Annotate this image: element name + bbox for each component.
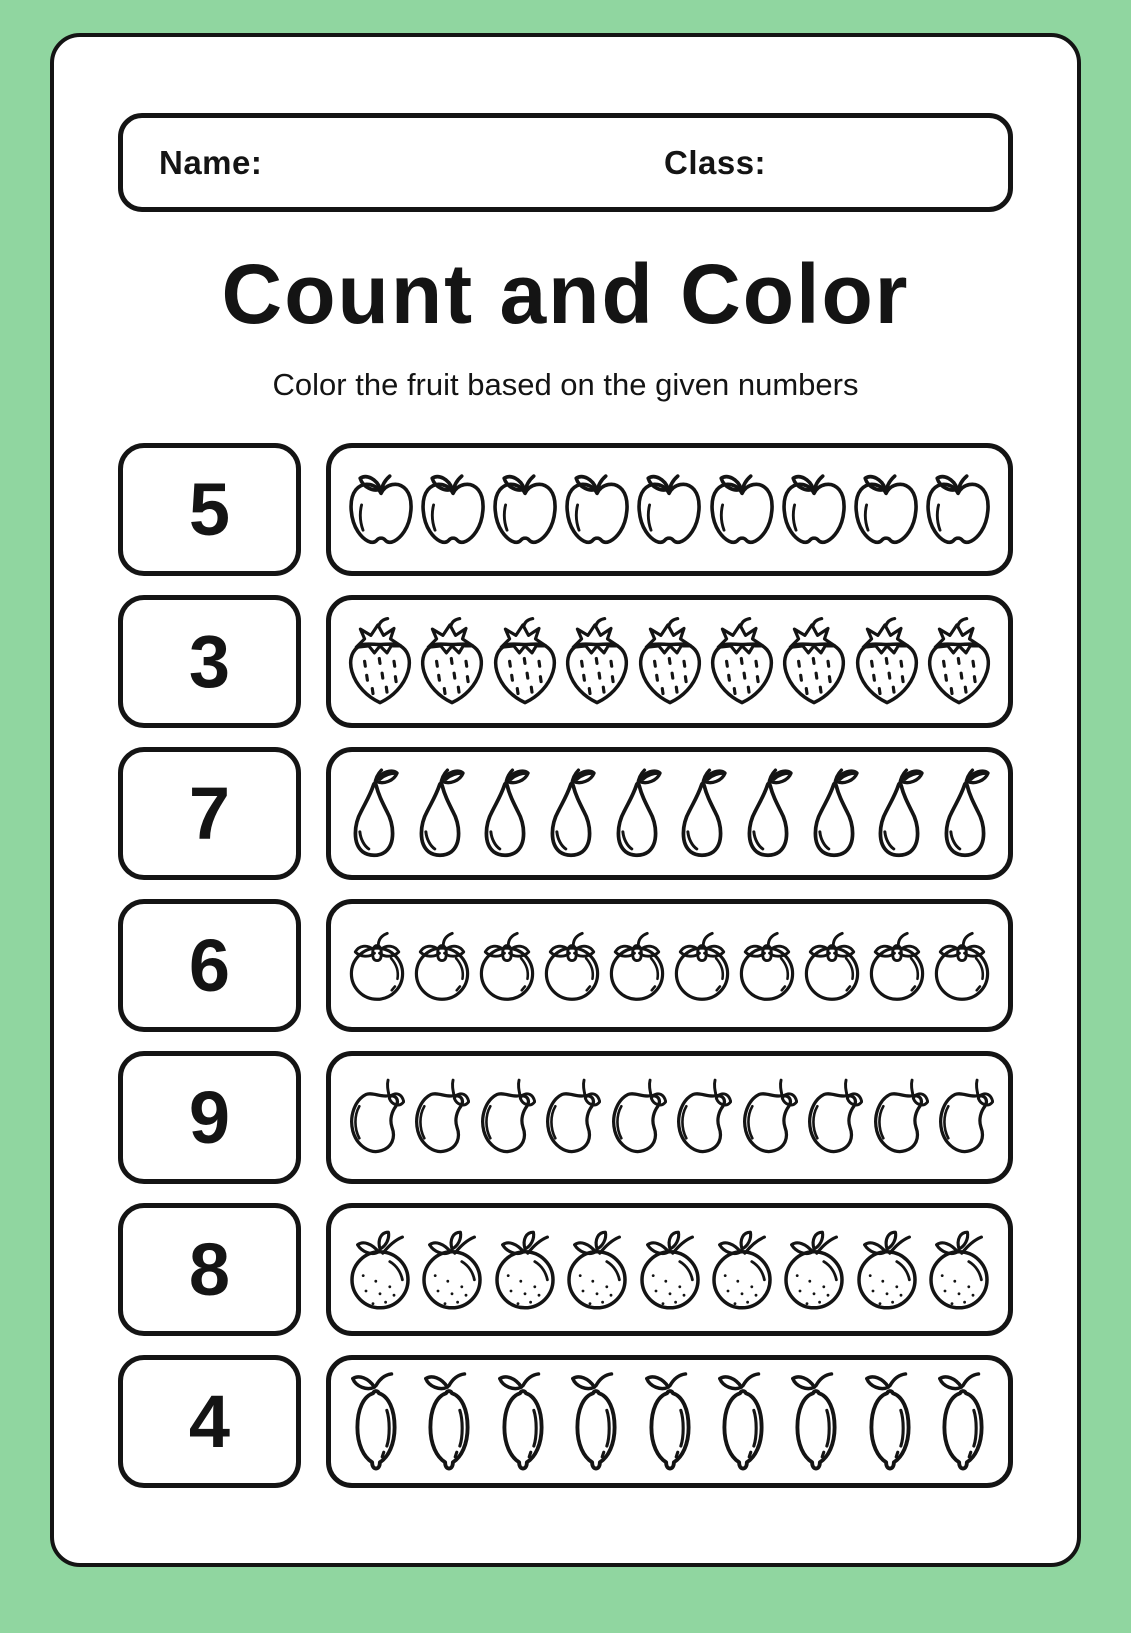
apple-icon [850, 459, 922, 561]
mango-icon [738, 1065, 798, 1171]
apple-icon [489, 459, 561, 561]
orange-icon [345, 1217, 415, 1323]
orange-icon [417, 1217, 487, 1323]
apple-icon [417, 459, 489, 561]
pear-icon [739, 758, 797, 870]
pear-icon [411, 758, 469, 870]
tomato-fruit-box [326, 899, 1013, 1032]
orange-icon [635, 1217, 705, 1323]
count-number-box: 4 [118, 1355, 301, 1488]
strawberry-icon [924, 609, 994, 715]
apple-icon [561, 459, 633, 561]
mango-icon [869, 1065, 929, 1171]
page-title: Count and Color [221, 247, 910, 341]
mango-icon [803, 1065, 863, 1171]
tomato-icon [800, 915, 864, 1017]
apple-icon [633, 459, 705, 561]
pear-icon [476, 758, 534, 870]
worksheet-row-pear [118, 747, 1013, 880]
strawberry-icon [490, 609, 560, 715]
lemon-icon [492, 1365, 554, 1479]
apple-icon [922, 459, 994, 561]
strawberry-icon [779, 609, 849, 715]
count-number-box: 3 [118, 595, 301, 728]
orange-icon [779, 1217, 849, 1323]
tomato-icon [475, 915, 539, 1017]
lemon-icon [639, 1365, 701, 1479]
worksheet-row-apple [118, 443, 1013, 576]
orange-icon [852, 1217, 922, 1323]
mango-fruit-box [326, 1051, 1013, 1184]
tomato-icon [345, 915, 409, 1017]
tomato-icon [865, 915, 929, 1017]
mango-icon [410, 1065, 470, 1171]
lemon-icon [932, 1365, 994, 1479]
strawberry-icon [562, 609, 632, 715]
tomato-icon [605, 915, 669, 1017]
worksheet-page [50, 33, 1081, 1567]
orange-icon [924, 1217, 994, 1323]
count-number-box: 6 [118, 899, 301, 1032]
strawberry-icon [707, 609, 777, 715]
worksheet-rows [118, 443, 1013, 1488]
strawberry-icon [852, 609, 922, 715]
lemon-icon [712, 1365, 774, 1479]
apple-icon [706, 459, 778, 561]
pear-icon [542, 758, 600, 870]
pear-icon [673, 758, 731, 870]
orange-fruit-box [326, 1203, 1013, 1336]
lemon-icon [785, 1365, 847, 1479]
page-subtitle: Color the fruit based on the given numbers [272, 367, 859, 402]
class-label: Class: [664, 143, 767, 181]
mango-icon [934, 1065, 994, 1171]
pear-icon [936, 758, 994, 870]
count-number-box: 8 [118, 1203, 301, 1336]
worksheet-row-mango [118, 1051, 1013, 1184]
apple-icon [345, 459, 417, 561]
name-label: Name: [159, 143, 263, 181]
mango-icon [672, 1065, 732, 1171]
tomato-icon [735, 915, 799, 1017]
orange-icon [490, 1217, 560, 1323]
mango-icon [607, 1065, 667, 1171]
worksheet-row-orange [118, 1203, 1013, 1336]
pear-icon [608, 758, 666, 870]
count-number-box: 7 [118, 747, 301, 880]
lemon-icon [859, 1365, 921, 1479]
pear-icon [805, 758, 863, 870]
mango-icon [476, 1065, 536, 1171]
strawberry-icon [417, 609, 487, 715]
pear-fruit-box [326, 747, 1013, 880]
lemon-fruit-box [326, 1355, 1013, 1488]
strawberry-fruit-box [326, 595, 1013, 728]
mango-icon [541, 1065, 601, 1171]
pear-icon [870, 758, 928, 870]
tomato-icon [410, 915, 474, 1017]
tomato-icon [930, 915, 994, 1017]
name-class-box [118, 113, 1013, 212]
worksheet-row-lemon [118, 1355, 1013, 1488]
tomato-icon [670, 915, 734, 1017]
strawberry-icon [635, 609, 705, 715]
worksheet-row-tomato [118, 899, 1013, 1032]
orange-icon [562, 1217, 632, 1323]
lemon-icon [418, 1365, 480, 1479]
lemon-icon [565, 1365, 627, 1479]
apple-icon [778, 459, 850, 561]
worksheet-row-strawberry [118, 595, 1013, 728]
pear-icon [345, 758, 403, 870]
apple-fruit-box [326, 443, 1013, 576]
orange-icon [707, 1217, 777, 1323]
count-number-box: 5 [118, 443, 301, 576]
mango-icon [345, 1065, 405, 1171]
tomato-icon [540, 915, 604, 1017]
lemon-icon [345, 1365, 407, 1479]
strawberry-icon [345, 609, 415, 715]
count-number-box: 9 [118, 1051, 301, 1184]
